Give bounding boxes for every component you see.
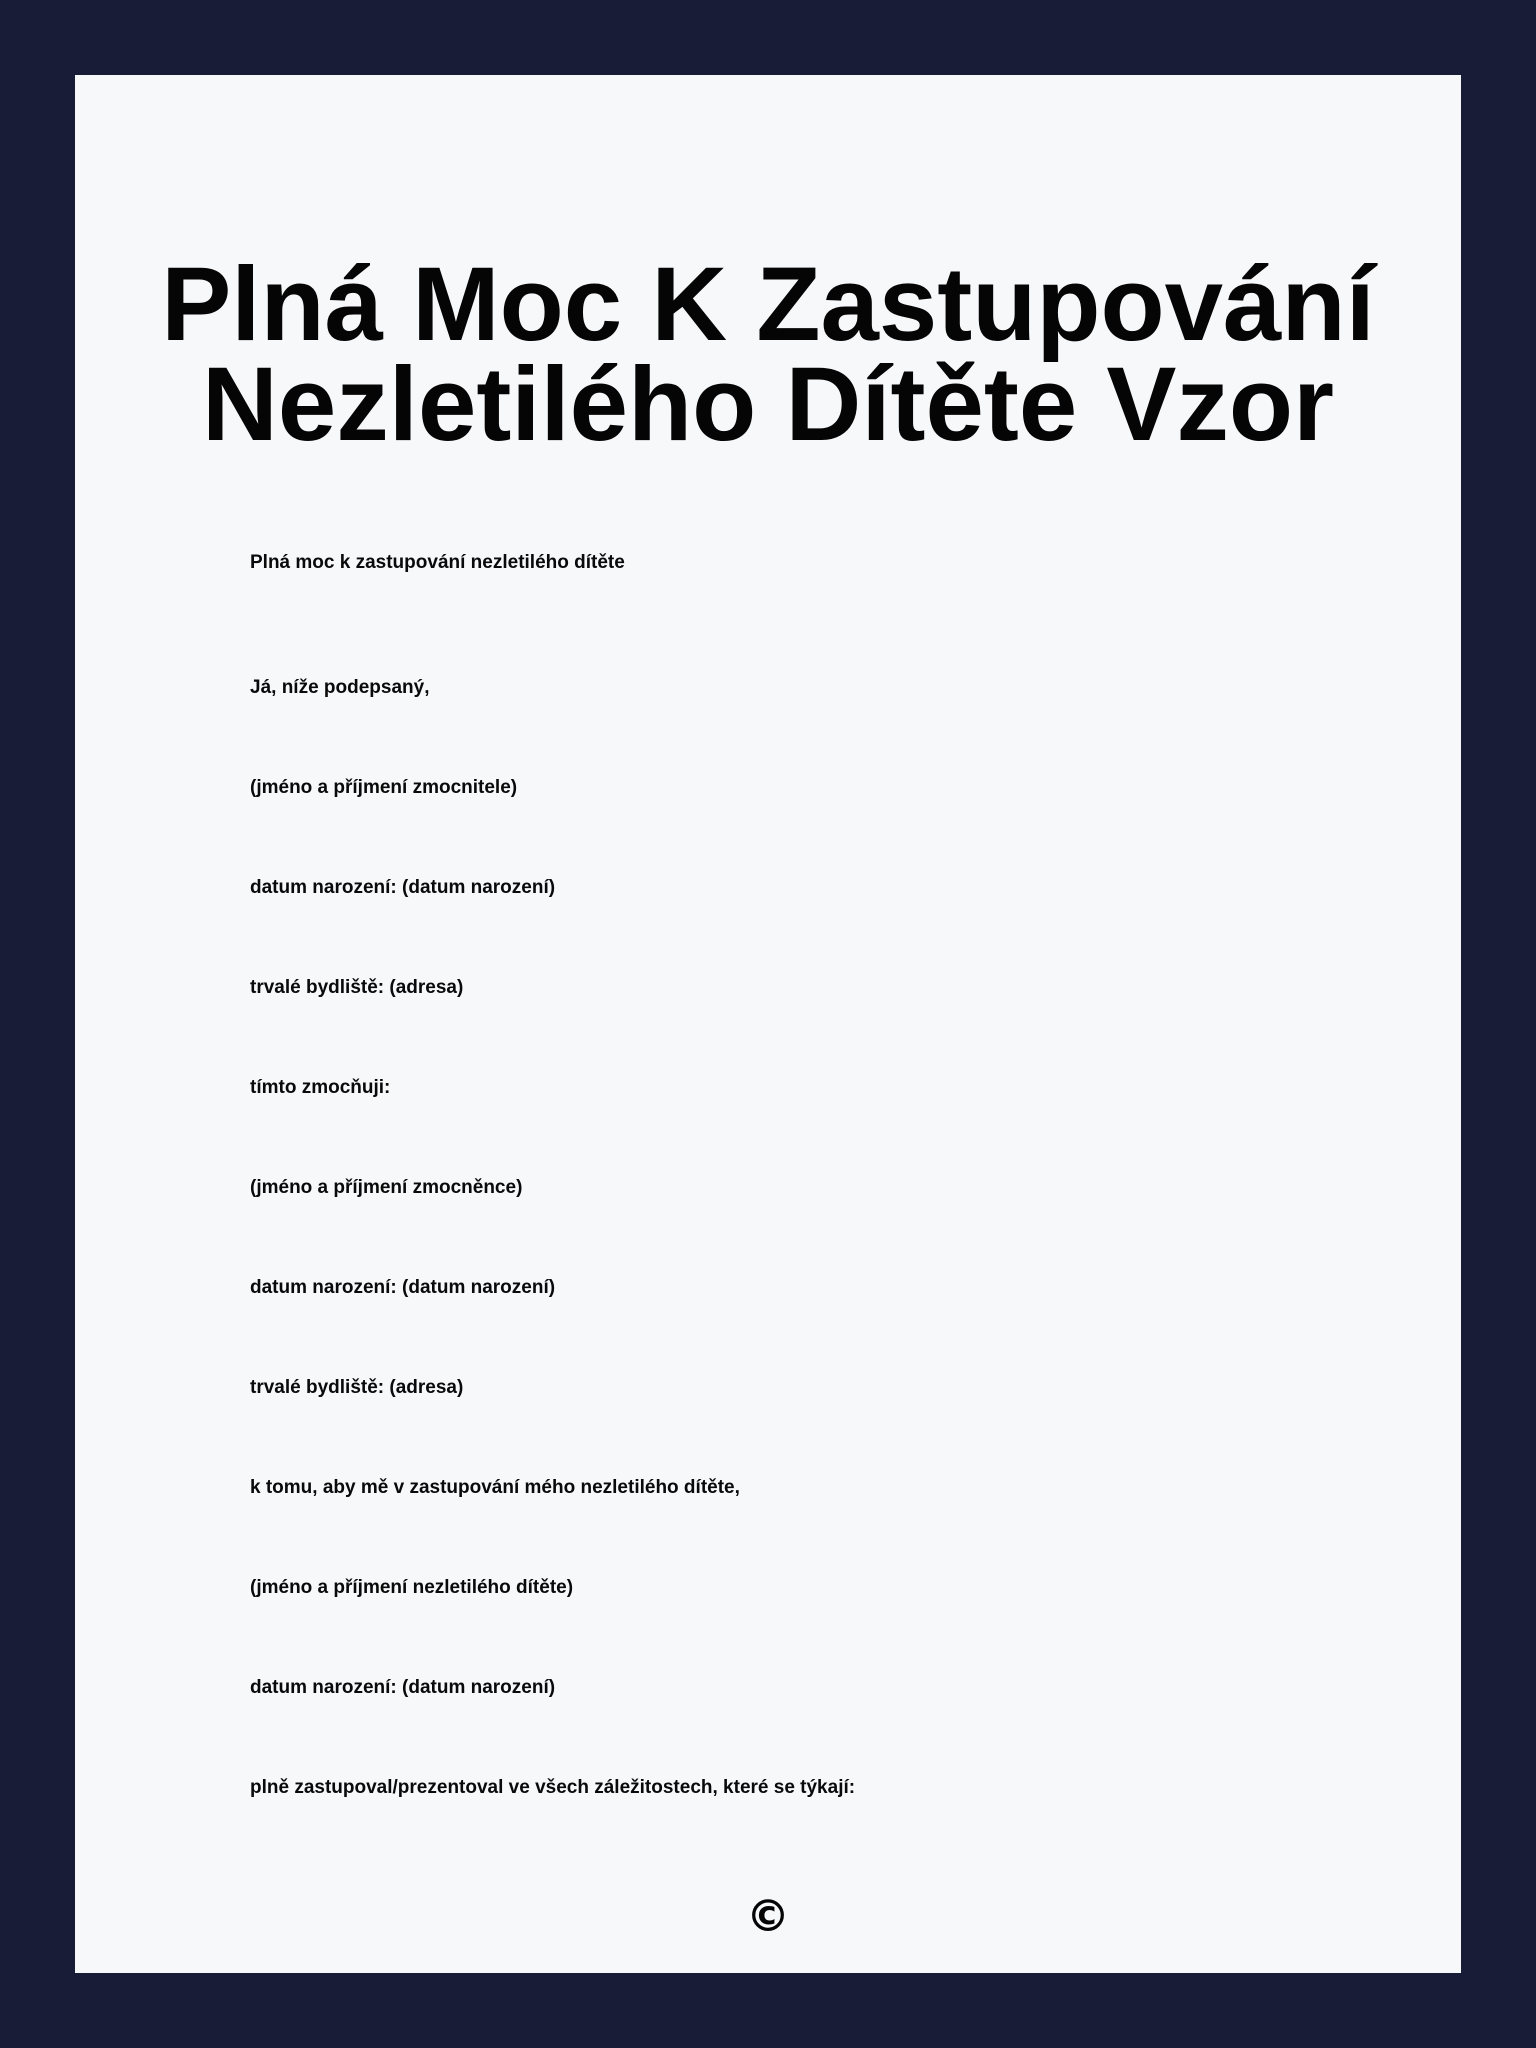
body-line: plně zastupoval/prezentoval ve všech záležitostech, které se týkají: xyxy=(250,1777,856,1798)
body-line: datum narození: (datum narození) xyxy=(250,1277,556,1298)
body-line: (jméno a příjmení zmocněnce) xyxy=(250,1177,523,1198)
body-line: trvalé bydliště: (adresa) xyxy=(250,1377,464,1398)
body-heading: Plná moc k zastupování nezletilého dítěte xyxy=(250,552,625,573)
title-line-1: Plná Moc K Zastupování xyxy=(161,246,1375,363)
document-body xyxy=(250,75,1350,1973)
body-line: Já, níže podepsaný, xyxy=(250,677,430,698)
body-line: k tomu, aby mě v zastupování mého nezletilého dítěte, xyxy=(250,1477,740,1498)
body-line: datum narození: (datum narození) xyxy=(250,1677,556,1698)
copyright-icon: © xyxy=(746,1891,790,1942)
body-line: (jméno a příjmení zmocnitele) xyxy=(250,777,518,798)
title-line-2: Nezletilého Dítěte Vzor xyxy=(202,346,1334,463)
document-page xyxy=(75,75,1461,1973)
body-line: trvalé bydliště: (adresa) xyxy=(250,977,464,998)
body-line: datum narození: (datum narození) xyxy=(250,877,556,898)
body-line: tímto zmocňuji: xyxy=(250,1077,391,1098)
body-line: (jméno a příjmení nezletilého dítěte) xyxy=(250,1577,574,1598)
